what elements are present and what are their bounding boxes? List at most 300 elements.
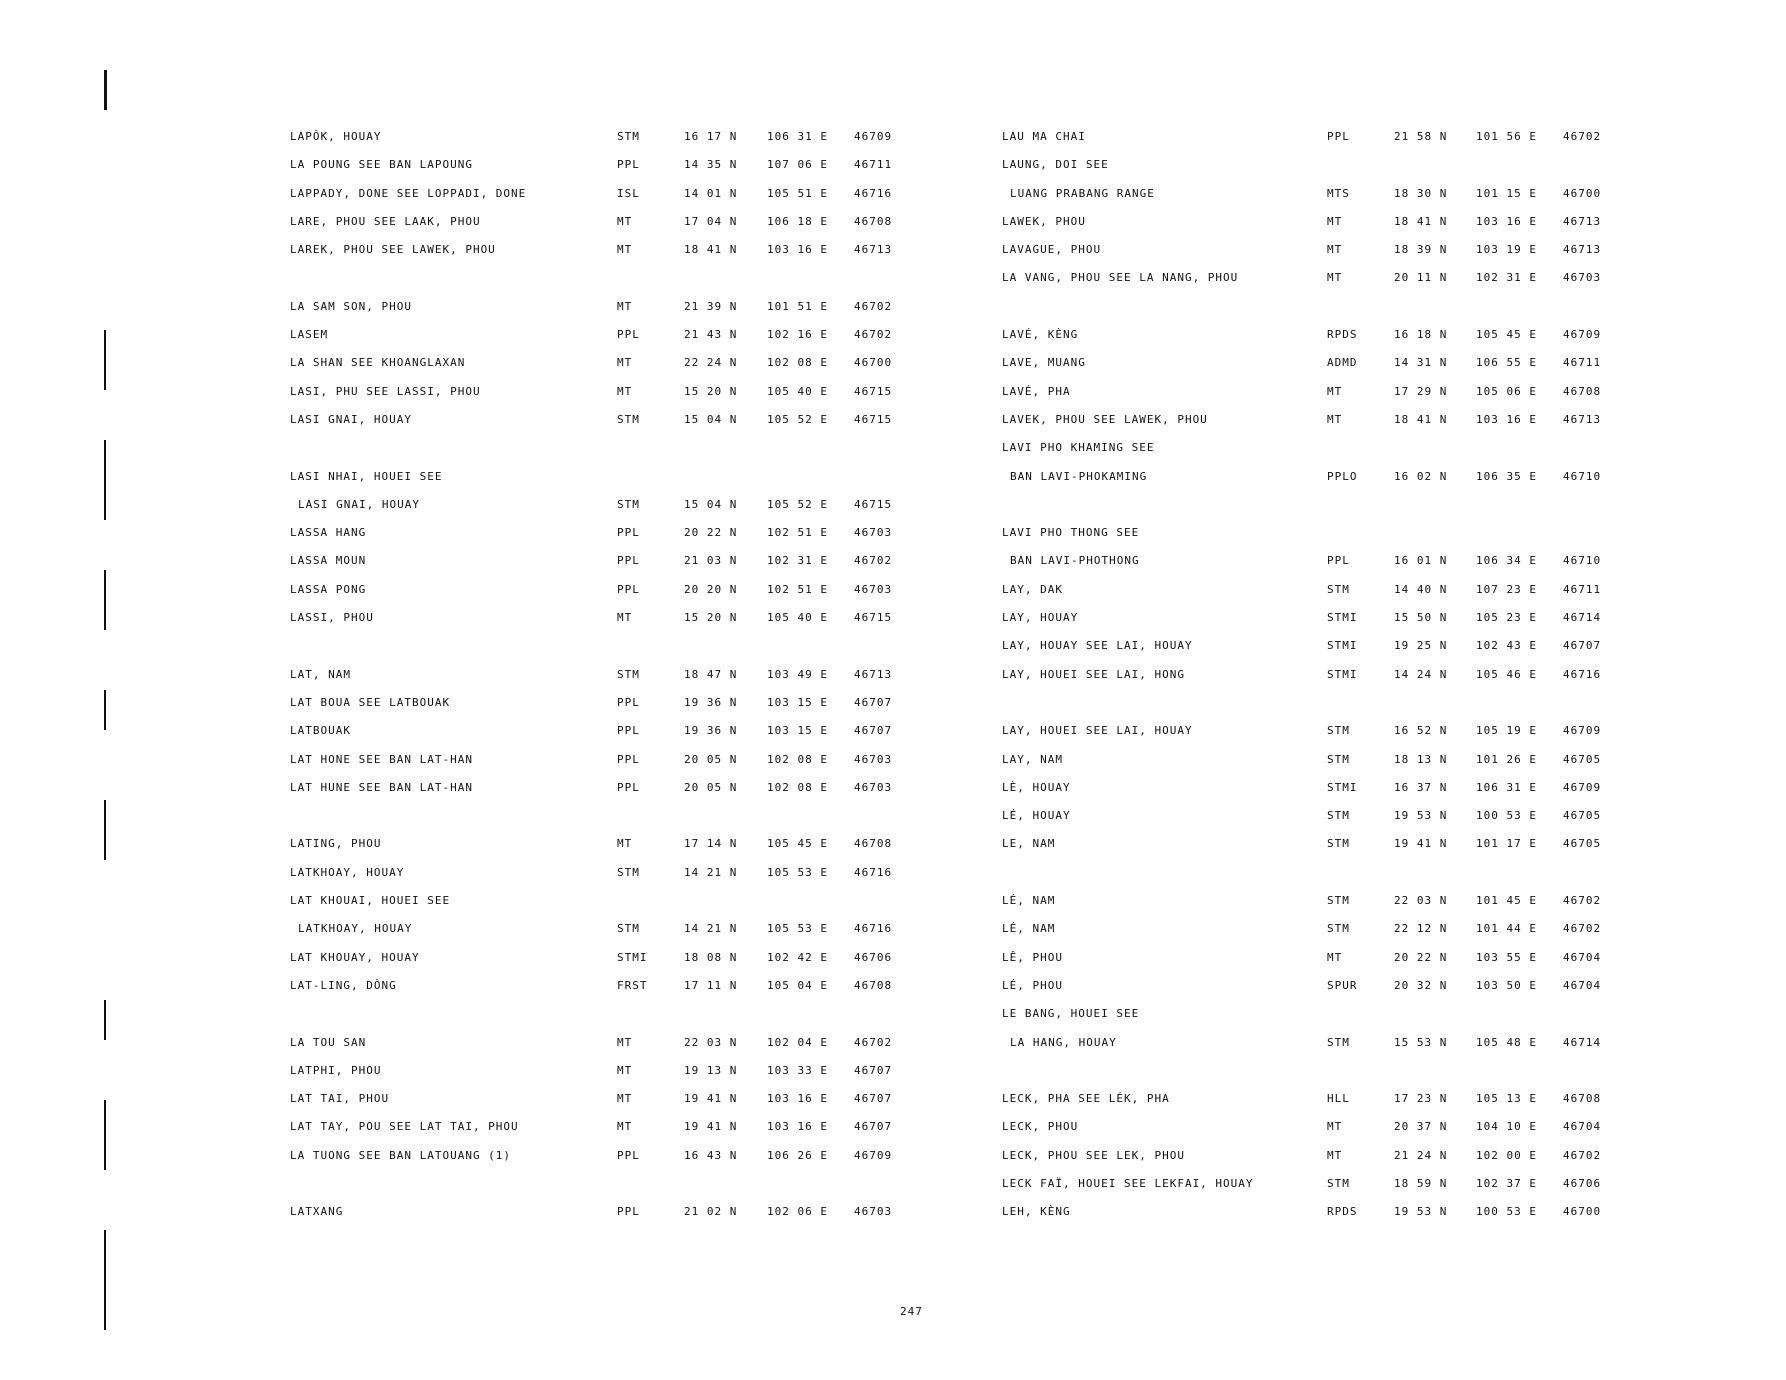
latitude: 18 41 N xyxy=(684,243,738,257)
feature-designation: STM xyxy=(1327,837,1350,851)
map-sheet: 46713 xyxy=(1563,243,1602,257)
map-sheet: 46713 xyxy=(854,243,893,257)
place-name: LEH, KÈNG xyxy=(1002,1205,1071,1219)
place-name: LECK, PHA SEE LÉK, PHA xyxy=(1002,1092,1170,1106)
binding-mark xyxy=(104,1230,106,1330)
latitude: 17 29 N xyxy=(1394,384,1448,398)
place-name: LASI GNAI, HOUAY xyxy=(290,412,412,426)
place-name: LAT KHOUAY, HOUAY xyxy=(290,950,420,964)
feature-designation: STMI xyxy=(1327,667,1358,681)
longitude: 101 56 E xyxy=(1476,130,1537,143)
latitude: 21 58 N xyxy=(1394,130,1448,143)
latitude: 19 53 N xyxy=(1394,1205,1448,1219)
longitude: 103 55 E xyxy=(1476,950,1537,964)
binding-mark xyxy=(104,690,106,730)
feature-designation: SPUR xyxy=(1327,978,1358,992)
map-sheet: 46716 xyxy=(1563,667,1602,681)
feature-designation: STMI xyxy=(1327,611,1358,625)
map-sheet: 46709 xyxy=(1563,724,1602,738)
latitude: 22 24 N xyxy=(684,356,738,370)
feature-designation: STM xyxy=(1327,922,1350,936)
map-sheet: 46702 xyxy=(1563,1148,1602,1162)
longitude: 105 23 E xyxy=(1476,611,1537,625)
feature-designation: STM xyxy=(1327,752,1350,766)
map-sheet: 46715 xyxy=(854,611,893,625)
latitude: 16 52 N xyxy=(1394,724,1448,738)
longitude: 106 35 E xyxy=(1476,469,1537,483)
map-sheet: 46708 xyxy=(854,837,893,851)
place-name: LATKHOAY, HOUAY xyxy=(298,922,413,936)
latitude: 20 32 N xyxy=(1394,978,1448,992)
feature-designation: STM xyxy=(1327,1176,1350,1190)
latitude: 22 03 N xyxy=(1394,894,1448,908)
latitude: 15 20 N xyxy=(684,384,738,398)
latitude: 19 36 N xyxy=(684,724,738,738)
feature-designation: MT xyxy=(1327,243,1343,257)
map-sheet: 46700 xyxy=(1563,1205,1602,1219)
latitude: 20 22 N xyxy=(1394,950,1448,964)
place-name: LA HANG, HOUAY xyxy=(1010,1035,1117,1049)
place-name: LATXANG xyxy=(290,1205,344,1219)
longitude: 101 51 E xyxy=(767,299,828,313)
feature-designation: MT xyxy=(1327,412,1343,426)
place-name: LÊ, PHOU xyxy=(1002,950,1063,964)
longitude: 106 18 E xyxy=(767,214,828,228)
latitude: 17 14 N xyxy=(684,837,738,851)
place-name: LECK, PHOU xyxy=(1002,1120,1079,1134)
map-sheet: 46702 xyxy=(854,554,893,568)
map-sheet: 46707 xyxy=(854,1063,893,1077)
feature-designation: PPL xyxy=(617,695,640,709)
place-name: LECK, PHOU SEE LEK, PHOU xyxy=(1002,1148,1185,1162)
feature-designation: MT xyxy=(617,837,633,851)
place-name: LAY, DAK xyxy=(1002,582,1063,596)
latitude: 18 13 N xyxy=(1394,752,1448,766)
feature-designation: STM xyxy=(617,412,640,426)
latitude: 18 59 N xyxy=(1394,1176,1448,1190)
map-sheet: 46711 xyxy=(1563,582,1602,596)
place-name: LAVEK, PHOU SEE LAWEK, PHOU xyxy=(1002,412,1208,426)
map-sheet: 46704 xyxy=(1563,978,1602,992)
latitude: 21 02 N xyxy=(684,1205,738,1219)
longitude: 102 08 E xyxy=(767,752,828,766)
feature-designation: MT xyxy=(617,1120,633,1134)
latitude: 18 08 N xyxy=(684,950,738,964)
longitude: 103 16 E xyxy=(767,1092,828,1106)
latitude: 16 02 N xyxy=(1394,469,1448,483)
place-name: LAT HONE SEE BAN LAT-HAN xyxy=(290,752,473,766)
longitude: 102 43 E xyxy=(1476,639,1537,653)
place-name: LAT BOUA SEE LATBOUAK xyxy=(290,695,451,709)
map-sheet: 46709 xyxy=(1563,328,1602,342)
place-name: LASSI, PHOU xyxy=(290,611,374,625)
map-sheet: 46711 xyxy=(854,158,893,172)
map-sheet: 46715 xyxy=(854,497,893,511)
latitude: 16 43 N xyxy=(684,1148,738,1162)
latitude: 21 39 N xyxy=(684,299,738,313)
feature-designation: PPL xyxy=(617,328,640,342)
map-sheet: 46710 xyxy=(1563,554,1602,568)
feature-designation: STM xyxy=(617,922,640,936)
place-name: LÉ, HOUAY xyxy=(1002,809,1071,823)
feature-designation: STM xyxy=(1327,809,1350,823)
place-name: LATING, PHOU xyxy=(290,837,382,851)
map-sheet: 46705 xyxy=(1563,837,1602,851)
feature-designation: PPL xyxy=(617,780,640,794)
longitude: 102 51 E xyxy=(767,526,828,540)
map-sheet: 46707 xyxy=(854,724,893,738)
feature-designation: MT xyxy=(1327,950,1343,964)
feature-designation: MT xyxy=(1327,1120,1343,1134)
map-sheet: 46707 xyxy=(854,1120,893,1134)
latitude: 19 41 N xyxy=(684,1092,738,1106)
place-name: LÉ, NAM xyxy=(1002,922,1056,936)
feature-designation: STM xyxy=(1327,894,1350,908)
latitude: 17 11 N xyxy=(684,978,738,992)
feature-designation: RPDS xyxy=(1327,328,1358,342)
place-name: LA POUNG SEE BAN LAPOUNG xyxy=(290,158,473,172)
longitude: 105 13 E xyxy=(1476,1092,1537,1106)
longitude: 103 16 E xyxy=(1476,412,1537,426)
latitude: 20 20 N xyxy=(684,582,738,596)
map-sheet: 46704 xyxy=(1563,1120,1602,1134)
place-name: LÉ, PHOU xyxy=(1002,978,1063,992)
latitude: 18 41 N xyxy=(1394,412,1448,426)
longitude: 105 06 E xyxy=(1476,384,1537,398)
latitude: 15 04 N xyxy=(684,497,738,511)
binding-mark xyxy=(104,1100,106,1170)
latitude: 21 03 N xyxy=(684,554,738,568)
place-name: LAVE, MUANG xyxy=(1002,356,1086,370)
feature-designation: PPLO xyxy=(1327,469,1358,483)
longitude: 105 52 E xyxy=(767,497,828,511)
place-name: LA VANG, PHOU SEE LA NANG, PHOU xyxy=(1002,271,1239,285)
map-sheet: 46714 xyxy=(1563,611,1602,625)
longitude: 100 53 E xyxy=(1476,809,1537,823)
longitude: 102 51 E xyxy=(767,582,828,596)
map-sheet: 46711 xyxy=(1563,356,1602,370)
feature-designation: FRST xyxy=(617,978,648,992)
longitude: 103 16 E xyxy=(1476,214,1537,228)
feature-designation: STM xyxy=(1327,582,1350,596)
latitude: 15 53 N xyxy=(1394,1035,1448,1049)
latitude: 18 39 N xyxy=(1394,243,1448,257)
feature-designation: MT xyxy=(617,1035,633,1049)
place-name: LAY, HOUAY SEE LAI, HOUAY xyxy=(1002,639,1193,653)
longitude: 102 06 E xyxy=(767,1205,828,1219)
longitude: 103 19 E xyxy=(1476,243,1537,257)
latitude: 20 05 N xyxy=(684,752,738,766)
latitude: 19 41 N xyxy=(684,1120,738,1134)
feature-designation: STM xyxy=(617,130,640,143)
place-name: LATBOUAK xyxy=(290,724,351,738)
feature-designation: STMI xyxy=(1327,780,1358,794)
map-sheet: 46716 xyxy=(854,186,893,200)
page-number: 247 xyxy=(900,1305,923,1318)
feature-designation: MT xyxy=(1327,271,1343,285)
map-sheet: 46702 xyxy=(1563,130,1602,143)
latitude: 15 50 N xyxy=(1394,611,1448,625)
latitude: 22 12 N xyxy=(1394,922,1448,936)
latitude: 21 24 N xyxy=(1394,1148,1448,1162)
longitude: 101 17 E xyxy=(1476,837,1537,851)
map-sheet: 46703 xyxy=(854,752,893,766)
longitude: 106 34 E xyxy=(1476,554,1537,568)
map-sheet: 46702 xyxy=(854,299,893,313)
longitude: 103 33 E xyxy=(767,1063,828,1077)
place-name: LECK FAÏ, HOUEI SEE LEKFAI, HOUAY xyxy=(1002,1176,1254,1190)
longitude: 105 48 E xyxy=(1476,1035,1537,1049)
map-sheet: 46702 xyxy=(854,328,893,342)
feature-designation: STM xyxy=(617,497,640,511)
longitude: 102 31 E xyxy=(767,554,828,568)
longitude: 105 40 E xyxy=(767,611,828,625)
longitude: 103 49 E xyxy=(767,667,828,681)
latitude: 19 13 N xyxy=(684,1063,738,1077)
place-name: LÈ, HOUAY xyxy=(1002,780,1071,794)
longitude: 103 15 E xyxy=(767,695,828,709)
feature-designation: PPL xyxy=(617,752,640,766)
latitude: 22 03 N xyxy=(684,1035,738,1049)
longitude: 104 10 E xyxy=(1476,1120,1537,1134)
map-sheet: 46702 xyxy=(1563,922,1602,936)
feature-designation: ADMD xyxy=(1327,356,1358,370)
latitude: 14 35 N xyxy=(684,158,738,172)
latitude: 16 17 N xyxy=(684,130,738,143)
longitude: 102 00 E xyxy=(1476,1148,1537,1162)
longitude: 102 08 E xyxy=(767,780,828,794)
feature-designation: PPL xyxy=(617,582,640,596)
map-sheet: 46713 xyxy=(1563,412,1602,426)
place-name: LAT TAI, PHOU xyxy=(290,1092,390,1106)
map-sheet: 46713 xyxy=(1563,214,1602,228)
map-sheet: 46708 xyxy=(1563,384,1602,398)
map-sheet: 46715 xyxy=(854,412,893,426)
longitude: 107 06 E xyxy=(767,158,828,172)
latitude: 20 22 N xyxy=(684,526,738,540)
latitude: 14 31 N xyxy=(1394,356,1448,370)
longitude: 102 16 E xyxy=(767,328,828,342)
map-sheet: 46706 xyxy=(854,950,893,964)
longitude: 102 04 E xyxy=(767,1035,828,1049)
longitude: 103 50 E xyxy=(1476,978,1537,992)
map-sheet: 46700 xyxy=(1563,186,1602,200)
place-name: LASEM xyxy=(290,328,329,342)
place-name: LATPHI, PHOU xyxy=(290,1063,382,1077)
place-name: LAY, HOUAY xyxy=(1002,611,1079,625)
place-name: BAN LAVI-PHOTHONG xyxy=(1010,554,1140,568)
map-sheet: 46700 xyxy=(854,356,893,370)
place-name: BAN LAVI-PHOKAMING xyxy=(1010,469,1148,483)
feature-designation: PPL xyxy=(617,724,640,738)
longitude: 105 45 E xyxy=(767,837,828,851)
place-name: LAY, HOUEI SEE LAI, HOUAY xyxy=(1002,724,1193,738)
longitude: 103 16 E xyxy=(767,1120,828,1134)
map-sheet: 46708 xyxy=(1563,1092,1602,1106)
place-name: LE, NAM xyxy=(1002,837,1056,851)
place-name: LAREK, PHOU SEE LAWEK, PHOU xyxy=(290,243,496,257)
feature-designation: PPL xyxy=(617,1148,640,1162)
map-sheet: 46703 xyxy=(854,780,893,794)
map-sheet: 46709 xyxy=(854,1148,893,1162)
longitude: 105 40 E xyxy=(767,384,828,398)
latitude: 19 25 N xyxy=(1394,639,1448,653)
latitude: 21 43 N xyxy=(684,328,738,342)
longitude: 103 16 E xyxy=(767,243,828,257)
feature-designation: STM xyxy=(617,865,640,879)
feature-designation: MT xyxy=(1327,214,1343,228)
feature-designation: MT xyxy=(617,214,633,228)
latitude: 19 41 N xyxy=(1394,837,1448,851)
feature-designation: STMI xyxy=(1327,639,1358,653)
map-sheet: 46708 xyxy=(854,214,893,228)
latitude: 14 24 N xyxy=(1394,667,1448,681)
place-name: LAUNG, DOI SEE xyxy=(1002,158,1109,172)
map-sheet: 46716 xyxy=(854,922,893,936)
map-sheet: 46708 xyxy=(854,978,893,992)
place-name: LARE, PHOU SEE LAAK, PHOU xyxy=(290,214,481,228)
map-sheet: 46704 xyxy=(1563,950,1602,964)
longitude: 105 51 E xyxy=(767,186,828,200)
feature-designation: MT xyxy=(617,243,633,257)
place-name: LAPPADY, DONE SEE LOPPADI, DONE xyxy=(290,186,527,200)
latitude: 15 04 N xyxy=(684,412,738,426)
place-name: LA TOU SAN xyxy=(290,1035,367,1049)
longitude: 105 19 E xyxy=(1476,724,1537,738)
place-name: LAU MA CHAI xyxy=(1002,130,1086,143)
binding-mark xyxy=(104,440,106,520)
place-name: LASSA MOUN xyxy=(290,554,367,568)
map-sheet: 46707 xyxy=(854,1092,893,1106)
latitude: 14 01 N xyxy=(684,186,738,200)
map-sheet: 46707 xyxy=(1563,639,1602,653)
longitude: 105 45 E xyxy=(1476,328,1537,342)
longitude: 106 26 E xyxy=(767,1148,828,1162)
map-sheet: 46709 xyxy=(854,130,893,143)
longitude: 105 04 E xyxy=(767,978,828,992)
feature-designation: PPL xyxy=(617,526,640,540)
feature-designation: MT xyxy=(1327,384,1343,398)
place-name: LA SHAN SEE KHOANGLAXAN xyxy=(290,356,466,370)
latitude: 18 41 N xyxy=(1394,214,1448,228)
feature-designation: MT xyxy=(617,1092,633,1106)
latitude: 18 30 N xyxy=(1394,186,1448,200)
latitude: 14 40 N xyxy=(1394,582,1448,596)
longitude: 102 37 E xyxy=(1476,1176,1537,1190)
feature-designation: STM xyxy=(1327,724,1350,738)
longitude: 105 53 E xyxy=(767,865,828,879)
latitude: 14 21 N xyxy=(684,922,738,936)
latitude: 20 11 N xyxy=(1394,271,1448,285)
place-name: LAVAGUE, PHOU xyxy=(1002,243,1102,257)
feature-designation: HLL xyxy=(1327,1092,1350,1106)
map-sheet: 46715 xyxy=(854,384,893,398)
binding-mark xyxy=(104,570,106,630)
place-name: LAVI PHO THONG SEE xyxy=(1002,526,1140,540)
longitude: 101 26 E xyxy=(1476,752,1537,766)
latitude: 16 37 N xyxy=(1394,780,1448,794)
place-name: LAT, NAM xyxy=(290,667,351,681)
place-name: LASSA PONG xyxy=(290,582,367,596)
longitude: 102 31 E xyxy=(1476,271,1537,285)
place-name: LAT HUNE SEE BAN LAT-HAN xyxy=(290,780,473,794)
place-name: LAY, HOUEI SEE LAI, HONG xyxy=(1002,667,1185,681)
latitude: 18 47 N xyxy=(684,667,738,681)
longitude: 102 42 E xyxy=(767,950,828,964)
map-sheet: 46714 xyxy=(1563,1035,1602,1049)
place-name: LAVÉ, PHA xyxy=(1002,384,1071,398)
place-name: LAVÉ, KÈNG xyxy=(1002,328,1079,342)
place-name: LASSA HANG xyxy=(290,526,367,540)
place-name: LAT-LING, DÔNG xyxy=(290,978,397,992)
latitude: 17 23 N xyxy=(1394,1092,1448,1106)
place-name: LE BANG, HOUEI SEE xyxy=(1002,1007,1140,1021)
place-name: LÉ, NAM xyxy=(1002,894,1056,908)
longitude: 107 23 E xyxy=(1476,582,1537,596)
place-name: LASI, PHU SEE LASSI, PHOU xyxy=(290,384,481,398)
place-name: LA TUONG SEE BAN LATOUANG (1) xyxy=(290,1148,512,1162)
place-name: LAY, NAM xyxy=(1002,752,1063,766)
longitude: 101 45 E xyxy=(1476,894,1537,908)
longitude: 102 08 E xyxy=(767,356,828,370)
map-sheet: 46703 xyxy=(854,582,893,596)
map-sheet: 46707 xyxy=(854,695,893,709)
feature-designation: ISL xyxy=(617,186,640,200)
longitude: 106 31 E xyxy=(1476,780,1537,794)
longitude: 105 46 E xyxy=(1476,667,1537,681)
map-sheet: 46709 xyxy=(1563,780,1602,794)
longitude: 106 55 E xyxy=(1476,356,1537,370)
latitude: 16 01 N xyxy=(1394,554,1448,568)
feature-designation: PPL xyxy=(617,1205,640,1219)
latitude: 19 53 N xyxy=(1394,809,1448,823)
latitude: 17 04 N xyxy=(684,214,738,228)
latitude: 19 36 N xyxy=(684,695,738,709)
place-name: LAT KHOUAI, HOUEI SEE xyxy=(290,894,451,908)
feature-designation: MT xyxy=(617,611,633,625)
map-sheet: 46702 xyxy=(854,1035,893,1049)
place-name: LASI GNAI, HOUAY xyxy=(298,497,420,511)
place-name: LAPÔK, HOUAY xyxy=(290,130,382,143)
feature-designation: STM xyxy=(1327,1035,1350,1049)
feature-designation: STM xyxy=(617,667,640,681)
latitude: 14 21 N xyxy=(684,865,738,879)
place-name: LAT TAY, POU SEE LAT TAI, PHOU xyxy=(290,1120,519,1134)
latitude: 20 05 N xyxy=(684,780,738,794)
feature-designation: PPL xyxy=(617,158,640,172)
feature-designation: PPL xyxy=(617,554,640,568)
place-name: LUANG PRABANG RANGE xyxy=(1010,186,1155,200)
place-name: LA SAM SON, PHOU xyxy=(290,299,412,313)
feature-designation: MT xyxy=(617,384,633,398)
map-sheet: 46703 xyxy=(854,1205,893,1219)
map-sheet: 46703 xyxy=(1563,271,1602,285)
feature-designation: MT xyxy=(617,1063,633,1077)
binding-mark xyxy=(104,1000,106,1040)
place-name: LAVI PHO KHAMING SEE xyxy=(1002,441,1155,455)
longitude: 106 31 E xyxy=(767,130,828,143)
longitude: 100 53 E xyxy=(1476,1205,1537,1219)
feature-designation: PPL xyxy=(1327,554,1350,568)
latitude: 16 18 N xyxy=(1394,328,1448,342)
map-sheet: 46710 xyxy=(1563,469,1602,483)
map-sheet: 46703 xyxy=(854,526,893,540)
latitude: 20 37 N xyxy=(1394,1120,1448,1134)
map-sheet: 46716 xyxy=(854,865,893,879)
feature-designation: MTS xyxy=(1327,186,1350,200)
map-sheet: 46705 xyxy=(1563,809,1602,823)
map-sheet: 46706 xyxy=(1563,1176,1602,1190)
